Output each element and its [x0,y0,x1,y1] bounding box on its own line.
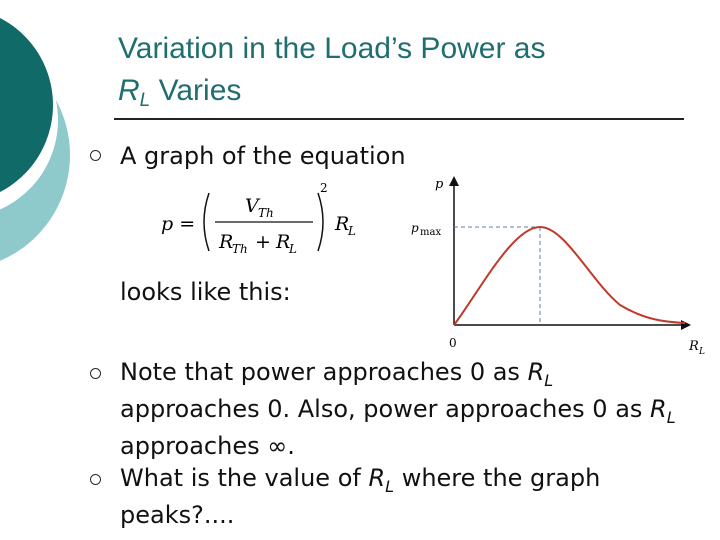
eq-den-plus: + [255,231,271,253]
power-curve [454,227,685,325]
bullet-2-var1: R [527,358,545,386]
eq-den-sub2: L [289,242,297,256]
bullet-3-part2: where the graph peaks?.... [120,464,601,529]
bullet-2-part2: approaches 0. Also, power approaches 0 as [120,395,651,423]
title-sub: L [139,90,151,111]
bullet-3-var1: R [368,464,386,492]
bullet-1-continuation: looks like this: [120,278,291,306]
power-equation [155,178,370,262]
power-curve-graph [405,170,720,360]
bullet-2-sub1: L [544,371,554,390]
x-axis-label-sub: L [699,347,705,357]
eq-tail-sub: L [348,224,356,238]
bullet-marker [90,368,101,379]
bullet-marker [90,474,101,485]
bullet-marker [90,150,101,161]
x-axis-label-var: R [689,339,699,354]
bullet-1-text: A graph of the equation [120,142,406,170]
eq-num-var: V [245,195,259,217]
origin-label: 0 [449,336,457,350]
bullet-2-sub2: L [666,408,676,427]
y-axis-label: p [435,177,444,192]
eq-exponent: 2 [320,181,328,195]
eq-den-var1: R [219,231,234,253]
title-rest: Varies [150,74,242,107]
bullet-3-text [120,461,710,532]
bullet-2-text [120,355,700,463]
title-underline [114,118,684,120]
x-axis-arrow [681,320,691,330]
eq-den-sub1: Th [232,242,248,256]
eq-lhs: p = [161,213,196,235]
decorative-circles [0,0,80,300]
eq-tail-var: R [335,213,350,235]
bullet-3-part1: What is the value of [120,464,369,492]
eq-num-sub: Th [258,206,274,220]
eq-den-var2: R [276,231,291,253]
bullet-2-part1: Note that power approaches 0 as [120,358,528,386]
bullet-2-part3: approaches ∞. [120,432,295,460]
bullet-3-sub1: L [385,477,395,496]
title-var: R [118,74,140,107]
eq-left-paren [204,193,209,251]
y-axis-arrow [449,176,459,186]
pmax-label: p [411,221,419,235]
slide-title [118,28,678,116]
eq-right-paren [318,193,323,251]
title-line-2 [118,70,678,116]
title-line-1: Variation in the Load’s Power as [118,32,546,65]
pmax-sub: max [420,227,442,238]
bullet-2-var2: R [650,395,667,423]
